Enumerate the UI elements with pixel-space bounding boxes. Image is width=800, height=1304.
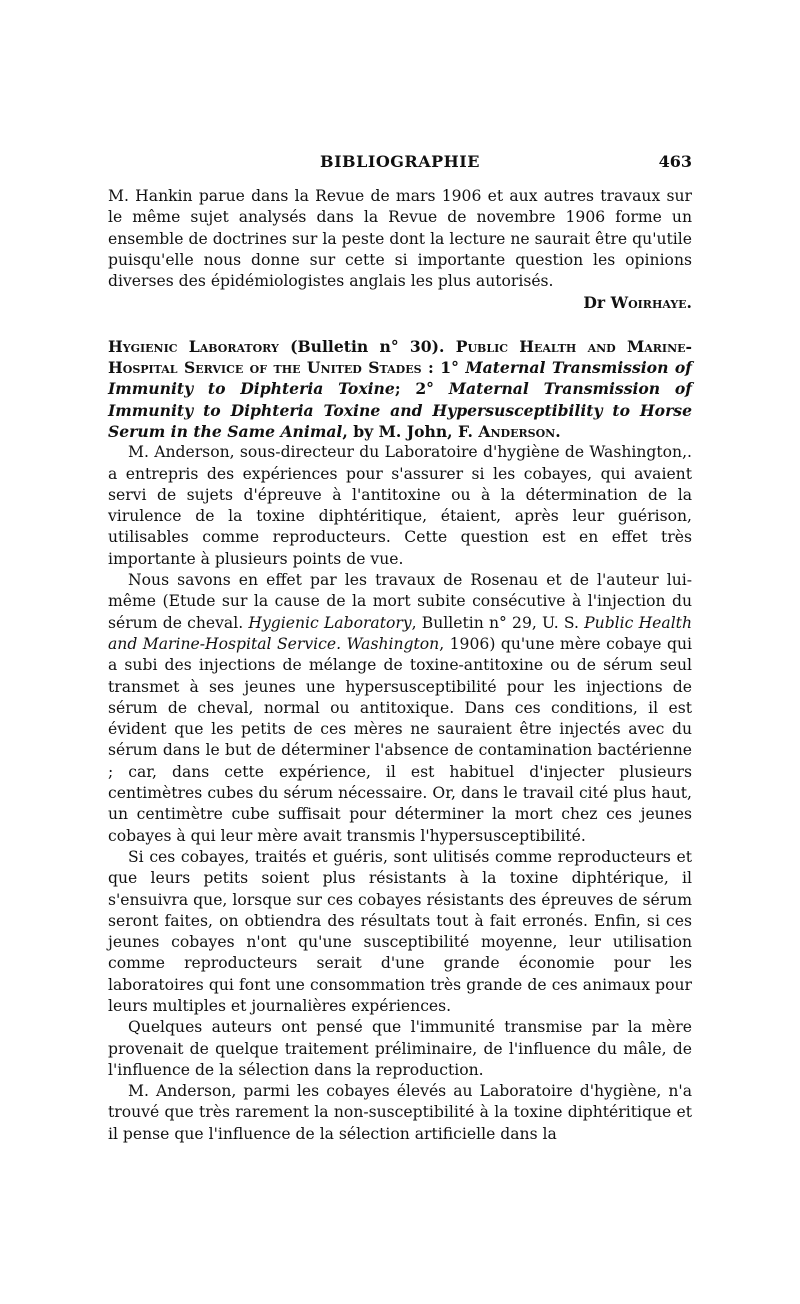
paragraph-3: Si ces cobayes, traités et guéris, sont ulitisés comme reproducteurs et que leurs petits soient plus résistants à la toxine diphtérique, il s'ensuivra que, lorsque sur ces cobayes résistants des épreuves de sérum seront faites, on obtiendra des résultats tout à fait erronés. Enfin, si ces jeunes cobayes n'ont qu'une susceptibilité moyenne, leur utilisation comme reproducteurs serait d'une grande économie pour les laboratoires qui font une consommation très grande de ces animaux pour leurs multiples et journalières expériences. [108, 847, 692, 1015]
para2-text-c: , Bulletin n° 29, U. S. [411, 613, 585, 632]
intro-paragraph: M. Hankin parue dans la Revue de mars 1906 et aux autres travaux sur le même sujet analysés dans la Revue de novembre 1906 forme un ensemble de doctrines sur la peste dont la lecture ne saurait être qu'utile puisqu'elle nous donne sur cette si importante question les opinions diverses des épidémiologistes anglais les plus autorisés. [108, 187, 692, 291]
ref-title-1: Maternal Transmission of Immunity to Diphteria Toxine [108, 358, 692, 399]
signature-title: Dr [583, 293, 606, 313]
page-body [108, 186, 692, 1145]
page-number: 463 [658, 152, 692, 171]
para2-text-a: Nous savons en effet par les travaux de Rosenau et de l'auteur lui-même (Etude sur la cause de la mort subite consécutive à l'injection du sérum de cheval. [108, 571, 692, 632]
para2-italic-service: Public Health and Marine-Hospital Service. Washington [108, 613, 692, 653]
paragraph-5: M. Anderson, parmi les cobayes élevés au Laboratoire d'hygiène, n'a trouvé que très rarement la non-susceptibilité à la toxine diphtéritique et il pense que l'influence de la sélection artificielle dans la [108, 1082, 692, 1143]
para2-italic-lab: Hygienic Laboratory [248, 613, 412, 632]
paragraph-4: Quelques auteurs ont pensé que l'immunité transmise par la mère provenait de quelque traitement préliminaire, de l'influence du mâle, de l'influence de la sélection dans la reproduction. [108, 1018, 692, 1079]
ref-service: Public Health and Marine-Hospital Service of the United Stades [108, 336, 692, 378]
section-gap [108, 314, 692, 336]
paragraph-2 [108, 570, 692, 847]
ref-author-prefix: , by M. John, F. [342, 421, 479, 441]
ref-author-name: Anderson. [478, 421, 561, 441]
signature [108, 292, 692, 313]
para2-text-e: , 1906) qu'une mère cobaye qui a subi des injections de mélange de toxine-antitoxine ou de sérum seul transmet à ses jeunes une hypersusceptibilité pour les injections de sérum de cheval, normal ou antitoxique. Dans ces conditions, il est évident que les petits de ces mères ne sauraient être injectés avec du sérum dans le but de déterminer l'absence de contamination bactérienne ; car, dans cette expérience, il est habituel d'injecter plusieurs centimètres cubes du sérum nécessaire. Or, dans le travail cité plus haut, un centimètre cube suffisait pour déterminer la mort chez ces jeunes cobayes à qui leur mère avait transmis l'hypersusceptibilité. [108, 634, 692, 845]
page-header [108, 152, 692, 176]
ref-sep-1: : 1° [421, 358, 466, 378]
ref-title-2: Maternal Transmission of Immunity to Diphteria Toxine and Hypersusceptibility to Horse Serum in the Same Animal [108, 379, 693, 441]
ref-institution: Hygienic Laboratory [108, 336, 279, 356]
signature-name: Woirhaye. [610, 293, 692, 313]
paragraph-1: M. Anderson, sous-directeur du Laboratoire d'hygiène de Washington,. a entrepris des expériences pour s'assurer si les cobayes, qui avaient servi de sujets d'épreuve à l'antitoxine ou à la détermination de la virulence de la toxine diphtéritique, étaient, après leur guérison, utilisables comme reproducteurs. Cette question est en effet très importante à plusieurs points de vue. [108, 443, 692, 568]
running-title: BIBLIOGRAPHIE [320, 152, 480, 171]
ref-bulletin: (Bulletin n° 30). [278, 336, 456, 356]
bibliographic-reference [108, 336, 692, 442]
ref-sep-2: ; 2° [394, 379, 449, 399]
